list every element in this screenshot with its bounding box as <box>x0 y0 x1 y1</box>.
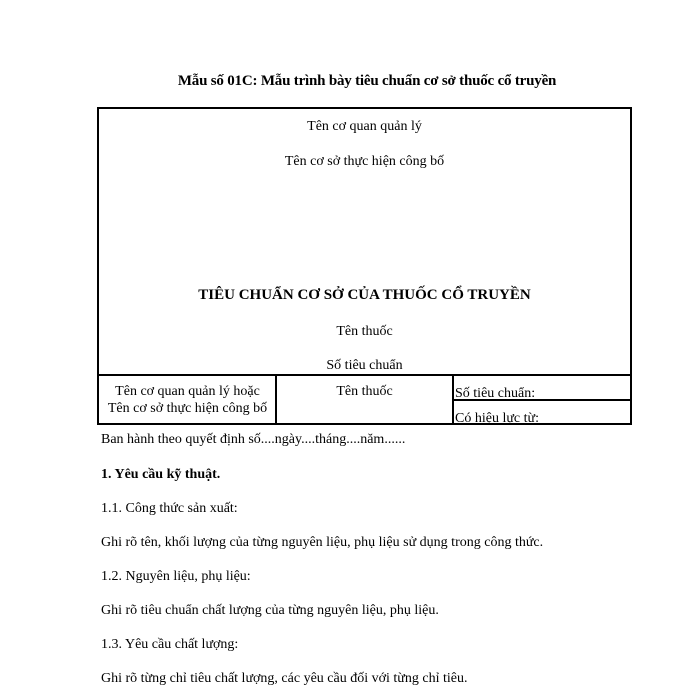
paragraph: Ghi rõ từng chỉ tiêu chất lượng, các yêu cầu đối với từng chỉ tiêu. <box>101 671 468 686</box>
table-cell-drug: Tên thuốc <box>336 384 393 399</box>
drug-name: Tên thuốc <box>336 324 393 339</box>
agency-name: Tên cơ quan quản lý <box>307 119 422 134</box>
section-heading: 1. Yêu cầu kỹ thuật. <box>101 467 221 482</box>
subsection-heading: 1.3. Yêu cầu chất lượng: <box>101 637 239 652</box>
table-cell-effective-from: Có hiệu lực từ: <box>455 411 539 426</box>
document-title: Mẫu số 01C: Mẫu trình bày tiêu chuẩn cơ sở thuốc cổ truyền <box>177 73 557 89</box>
table-top-border <box>99 374 630 376</box>
facility-name: Tên cơ sở thực hiện công bố <box>284 154 445 169</box>
standard-number: Số tiêu chuẩn <box>326 358 403 373</box>
table-cell-standard-no: Số tiêu chuẩn: <box>455 386 536 401</box>
issuer-line-2: Tên cơ sở thực hiện công bố <box>107 401 268 416</box>
paragraph: Ghi rõ tiêu chuẩn chất lượng của từng nguyên liệu, phụ liệu. <box>101 603 439 618</box>
issuer-line-1: Tên cơ quan quản lý hoặc <box>115 384 260 399</box>
subsection-heading: 1.1. Công thức sản xuất: <box>101 501 238 516</box>
standard-title: TIÊU CHUẨN CƠ SỞ CỦA THUỐC CỔ TRUYỀN <box>198 287 531 303</box>
paragraph: Ghi rõ tên, khối lượng của từng nguyên liệu, phụ liệu sử dụng trong công thức. <box>101 535 544 550</box>
standard-cover-box <box>97 107 632 425</box>
subsection-heading: 1.2. Nguyên liệu, phụ liệu: <box>101 569 251 584</box>
decision-line: Ban hành theo quyết định số....ngày....tháng....năm...... <box>101 432 406 447</box>
table-cell-issuer <box>99 383 276 417</box>
